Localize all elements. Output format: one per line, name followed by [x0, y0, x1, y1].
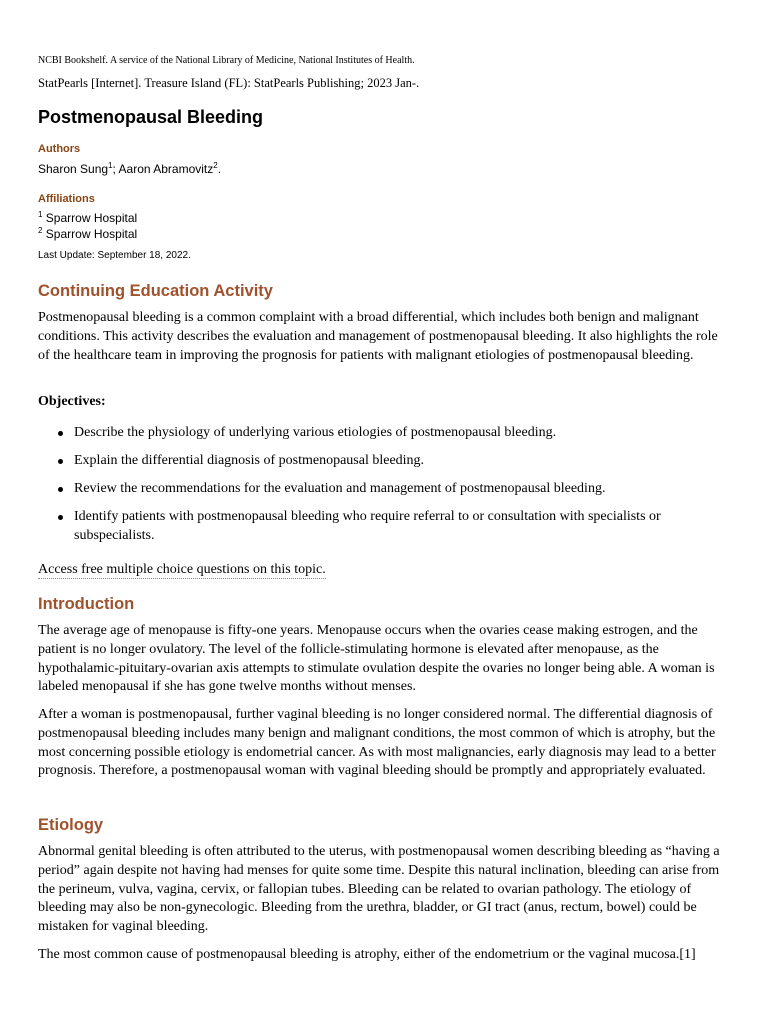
objective-text: Identify patients with postmenopausal bleeding who require referral to or consultation with specialists or subspecialists. — [74, 509, 661, 544]
page-title: Postmenopausal Bleeding — [38, 107, 264, 127]
list-item — [38, 480, 722, 499]
affiliation-number: 2 — [38, 226, 43, 235]
section-heading-continuing-education: Continuing Education Activity — [38, 282, 273, 300]
citation: StatPearls [Internet]. Treasure Island (FL): StatPearls Publishing; 2023 Jan-. — [38, 76, 420, 90]
list-item — [38, 452, 722, 471]
bullet-icon — [58, 515, 63, 520]
affiliations-label: Affiliations — [38, 193, 95, 205]
affiliation-item — [38, 211, 137, 225]
intro-paragraph-2: After a woman is postmenopausal, further vaginal bleeding is no longer considered normal. The differential diagnosis of postmenopausal bleeding includes many benign and malignant conditions, the most common of which is atrophy, but the most concerning possible etiology is endometrial cancer. As with most malignancies, early diagnosis may lead to a better prognosis. Therefore, a postmenopausal woman with vaginal bleeding should be promptly and appropriately evaluated. — [38, 707, 716, 779]
objective-text: Explain the differential diagnosis of postmenopausal bleeding. — [74, 453, 425, 469]
author-separator: . — [217, 162, 222, 176]
author-link[interactable]: Aaron Abramovitz — [118, 162, 214, 176]
section-heading-etiology: Etiology — [38, 816, 104, 834]
author-link[interactable]: Sharon Sung — [38, 162, 109, 176]
authors-line — [38, 162, 221, 176]
author-separator: ; — [112, 162, 119, 176]
bullet-icon — [58, 487, 63, 492]
affiliation-number: 1 — [38, 210, 43, 219]
intro-paragraph-1: The average age of menopause is fifty-one years. Menopause occurs when the ovaries cease making estrogen, and the patient is no longer ovulatory. The level of the follicle-stimulating hormone is elevated after menopause, as the hypothalamic-pituitary-ovarian axis attempts to stimulate ovulation despite the ovaries no longer being able. A woman is labeled menopausal if she has gone twelve months without menses. — [38, 623, 715, 695]
author-affiliation-sup[interactable]: 2 — [213, 161, 218, 170]
objectives-list — [38, 424, 722, 555]
affiliation-name: Sparrow Hospital — [45, 227, 138, 241]
mcq-access-link[interactable]: Access free multiple choice questions on this topic. — [38, 562, 326, 577]
objective-text: Describe the physiology of underlying various etiologies of postmenopausal bleeding. — [74, 425, 557, 440]
ce-paragraph: Postmenopausal bleeding is a common complaint with a broad differential, which includes both benign and malignant conditions. This activity describes the evaluation and management of postmenopausal bleeding. It also highlights the role of the healthcare team in improving the prognosis for patients with malignant etiologies of postmenopausal bleeding. — [38, 310, 718, 363]
section-heading-introduction: Introduction — [38, 595, 135, 613]
objective-text: Review the recommendations for the evaluation and management of postmenopausal bleeding. — [74, 481, 606, 497]
list-item — [38, 508, 722, 546]
objectives-label: Objectives: — [38, 394, 106, 409]
etiology-paragraph-1: Abnormal genital bleeding is often attributed to the uterus, with postmenopausal women describing bleeding as “having a period” again despite not having had menses for quite some time. Despite this natural inclination, bleeding can arise from the perineum, vulva, vagina, cervix, or fallopian tubes. Bleeding can be related to ovarian pathology. The etiology of bleeding may also be non-gynecologic. Bleeding from the urethra, bladder, or GI tract (anus, rectum, bowel) could be mistaken for vaginal bleeding. — [38, 844, 720, 935]
ncbi-service-line: NCBI Bookshelf. A service of the National Library of Medicine, National Institutes of Health. — [38, 55, 415, 66]
author-affiliation-sup[interactable]: 1 — [108, 161, 113, 170]
etiology-paragraph-2: The most common cause of postmenopausal bleeding is atrophy, either of the endometrium or the vaginal mucosa.[1] — [38, 947, 696, 962]
affiliation-item — [38, 227, 137, 241]
affiliation-name: Sparrow Hospital — [45, 211, 138, 225]
last-update: Last Update: September 18, 2022. — [38, 250, 191, 261]
bullet-icon — [58, 431, 63, 436]
bullet-icon — [58, 459, 63, 464]
list-item — [38, 424, 722, 443]
authors-label: Authors — [38, 143, 81, 155]
